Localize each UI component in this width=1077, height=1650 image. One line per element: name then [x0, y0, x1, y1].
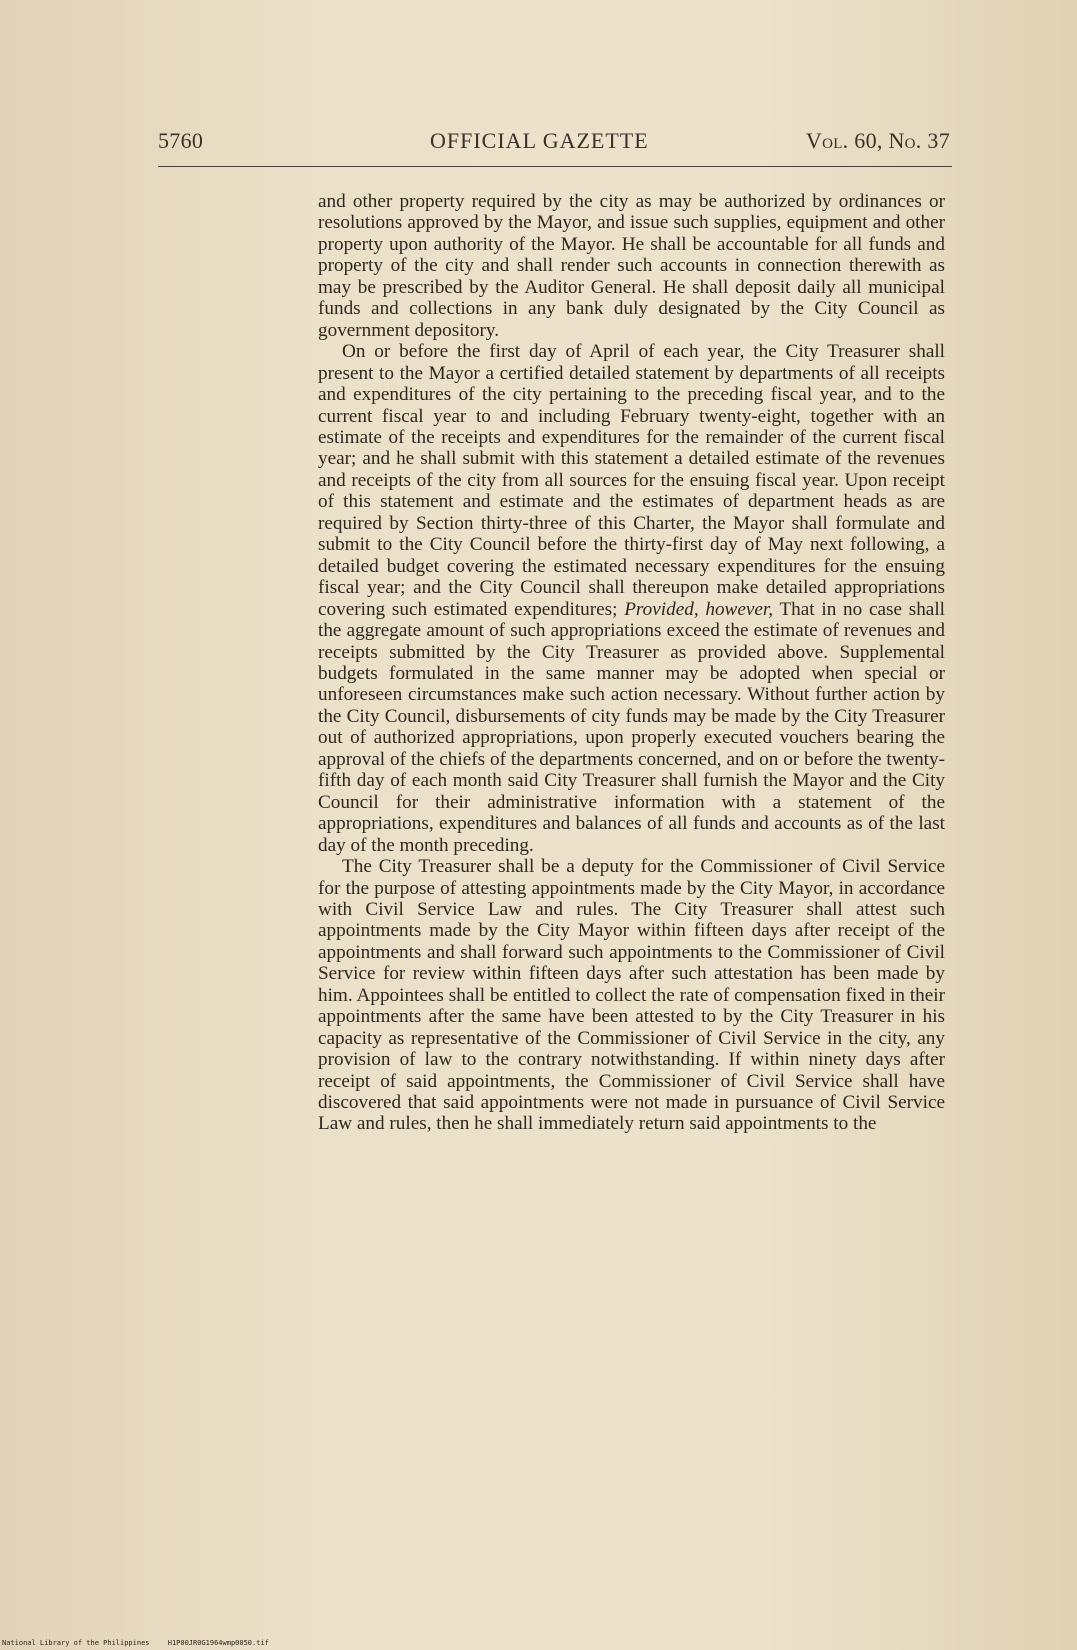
paragraph-2-text-after: That in no case shall the aggregate amount of such appropriations exceed the estimate of revenues and receipts submitted by the City Treasurer as provided above. Supplemental budgets formulated in the same manner may be adopted when special or unforeseen circumstances make such action necessary. Without further action by the City Council, disbursements of city funds may be made by the City Treasurer out of authorized appropriations, upon properly executed vouchers bearing the approval of the chiefs of the departments concerned, and on or before the twenty-fifth day of each month said City Treasurer shall furnish the Mayor and the City Council for their administrative information with a statement of the appropriations, expenditures and balances of all funds and accounts as of the last day of the month preceding.: [318, 598, 945, 856]
publication-title: OFFICIAL GAZETTE: [430, 128, 649, 153]
page-number: 5760: [158, 128, 204, 153]
paragraph-1: and other property required by the city as may be authorized by ordinances or resolutions approved by the Mayor, and issue such supplies, equipment and other property upon authority of the Mayor. He shall be accountable for all funds and property of the city and shall render such accounts in connection therewith as may be prescribed by the Auditor General. He shall deposit daily all municipal funds and collections in any bank duly designated by the City Council as government depository.: [318, 191, 945, 341]
footer-file: H1P00JR0G1964wmp0050.tif: [167, 1639, 269, 1647]
volume-issue: Vol. 60, No. 37: [805, 128, 950, 153]
page-header: [158, 128, 950, 162]
paragraph-2: [318, 341, 945, 856]
paragraph-2-text-before: On or before the first day of April of each year, the City Treasurer shall present to the Mayor a certified detailed statement by departments of all receipts and expenditures of the city pertaining to the preceding fiscal year, and to the current fiscal year to and including February twenty-eight, together with an estimate of the receipts and expenditures for the remainder of the current fiscal year; and he shall submit with this statement a detailed estimate of the revenues and receipts of the city from all sources for the ensuing fiscal year. Upon receipt of this statement and estimate and the estimates of department heads as are required by Section thirty-three of this Charter, the Mayor shall formulate and submit to the City Council before the thirty-first day of May next following, a detailed budget covering the estimated necessary expenditures for the ensuing fiscal year; and the City Council shall thereupon make detailed appropriations covering such estimated expenditures;: [318, 341, 945, 620]
body-text: [318, 191, 945, 1135]
paragraph-2-proviso: Provided, however,: [624, 598, 774, 620]
footer-library: National Library of the Philippines: [2, 1639, 150, 1647]
paragraph-3: The City Treasurer shall be a deputy for the Commissioner of Civil Service for the purpose of attesting appointments made by the City Mayor, in accordance with Civil Service Law and rules. The City Treasurer shall attest such appointments made by the City Mayor within fifteen days after receipt of the appointments and shall forward such appointments to the Commissioner of Civil Service for review within fifteen days after such attestation has been made by him. Appointees shall be entitled to collect the rate of compensation fixed in their appointments after the same have been attested to by the City Treasurer in his capacity as representative of the Commissioner of Civil Service in the city, any provision of law to the contrary notwithstanding. If within ninety days after receipt of said appointments, the Commissioner of Civil Service shall have discovered that said appointments were not made in pursuance of Civil Service Law and rules, then he shall immediately return said appointments to the: [318, 856, 945, 1135]
header-divider: [158, 166, 952, 167]
scan-footer: [2, 1639, 283, 1647]
